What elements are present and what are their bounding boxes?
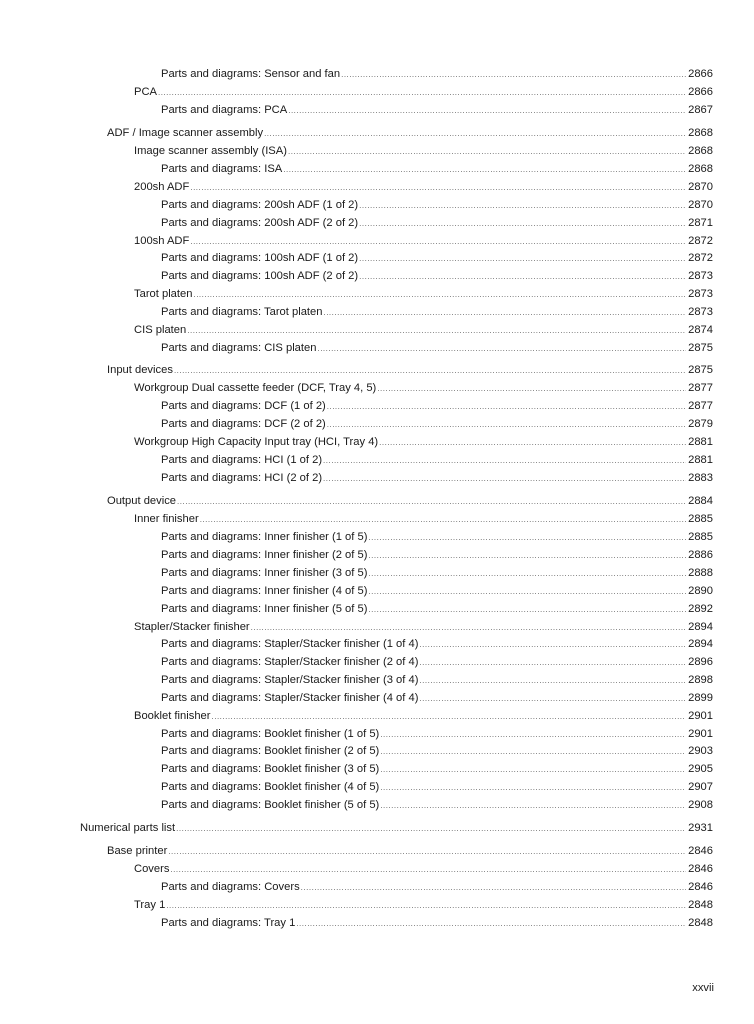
toc-entry[interactable] — [161, 340, 713, 356]
toc-entry[interactable] — [161, 161, 713, 177]
toc-entry-page: 2890 — [688, 585, 713, 597]
toc-entry-page: 2879 — [688, 418, 713, 430]
toc-entry-title: Parts and diagrams: Booklet finisher (4 of 5) — [161, 781, 380, 793]
toc-entry[interactable] — [161, 66, 713, 82]
toc-entry[interactable] — [134, 897, 713, 913]
toc-entry-title: Parts and diagrams: Stapler/Stacker finisher (3 of 4) — [161, 674, 419, 686]
toc-entry[interactable] — [161, 690, 713, 706]
toc-entry[interactable] — [161, 654, 713, 670]
toc-entry-page: 2892 — [688, 603, 713, 615]
toc-entry[interactable] — [134, 286, 713, 302]
toc-entry-title: Parts and diagrams: Stapler/Stacker finisher (2 of 4) — [161, 656, 419, 668]
toc-entry-page: 2896 — [688, 656, 713, 668]
toc-entry-title: Parts and diagrams: 200sh ADF (2 of 2) — [161, 217, 359, 229]
page-number: xxvii — [692, 982, 714, 994]
toc-entry[interactable] — [161, 726, 713, 742]
toc-dot-leader — [158, 85, 686, 101]
toc-entry-page: 2888 — [688, 567, 713, 579]
toc-dot-leader — [166, 898, 686, 914]
toc-entry-title: Parts and diagrams: Inner finisher (3 of 5) — [161, 567, 368, 579]
toc-entry-title: Tray 1 — [134, 899, 166, 911]
toc-entry-title: Parts and diagrams: 100sh ADF (1 of 2) — [161, 252, 359, 264]
toc-dot-leader — [419, 655, 686, 671]
toc-entry-page: 2868 — [688, 163, 713, 175]
toc-dot-leader — [368, 566, 686, 582]
toc-dot-leader — [190, 234, 686, 250]
toc-entry-title: Covers — [134, 863, 170, 875]
toc-entry-page: 2894 — [688, 638, 713, 650]
toc-entry-page: 2901 — [688, 710, 713, 722]
toc-entry-title: 100sh ADF — [134, 235, 190, 247]
toc-dot-leader — [380, 780, 686, 796]
toc-entry-page: 2901 — [688, 728, 713, 740]
toc-entry-page: 2875 — [688, 364, 713, 376]
toc-entry[interactable] — [161, 304, 713, 320]
toc-entry-page: 2884 — [688, 495, 713, 507]
toc-entry-title: Output device — [107, 495, 177, 507]
toc-entry[interactable] — [134, 84, 713, 100]
toc-entry[interactable] — [80, 820, 713, 836]
toc-entry[interactable] — [161, 470, 713, 486]
toc-entry[interactable] — [161, 583, 713, 599]
toc-entry[interactable] — [161, 761, 713, 777]
toc-dot-leader — [323, 453, 686, 469]
toc-dot-leader — [193, 287, 686, 303]
toc-entry-page: 2866 — [688, 86, 713, 98]
toc-entry-title: Parts and diagrams: Inner finisher (4 of 5) — [161, 585, 368, 597]
toc-entry-page: 2931 — [688, 822, 713, 834]
toc-entry[interactable] — [161, 601, 713, 617]
toc-entry-page: 2898 — [688, 674, 713, 686]
toc-entry-page: 2866 — [688, 68, 713, 80]
toc-entry[interactable] — [161, 197, 713, 213]
toc-entry[interactable] — [161, 636, 713, 652]
toc-dot-leader — [327, 417, 686, 433]
toc-entry-title: 200sh ADF — [134, 181, 190, 193]
toc-entry-title: Parts and diagrams: Sensor and fan — [161, 68, 341, 80]
toc-entry-title: Workgroup High Capacity Input tray (HCI, Tray 4) — [134, 436, 379, 448]
toc-entry-page: 2908 — [688, 799, 713, 811]
toc-entry-page: 2874 — [688, 324, 713, 336]
toc-entry-page: 2873 — [688, 306, 713, 318]
toc-entry[interactable] — [161, 215, 713, 231]
toc-entry-title: Parts and diagrams: Booklet finisher (3 of 5) — [161, 763, 380, 775]
toc-entry-title: Numerical parts list — [80, 822, 176, 834]
toc-entry[interactable] — [161, 250, 713, 266]
toc-entry-title: Parts and diagrams: Tarot platen — [161, 306, 323, 318]
toc-dot-leader — [368, 530, 686, 546]
toc-dot-leader — [288, 103, 686, 119]
toc-entry[interactable] — [107, 493, 713, 509]
toc-entry-title: Stapler/Stacker finisher — [134, 621, 250, 633]
toc-entry-page: 2875 — [688, 342, 713, 354]
toc-dot-leader — [379, 435, 686, 451]
toc-entry-page: 2894 — [688, 621, 713, 633]
toc-entry[interactable] — [161, 452, 713, 468]
toc-entry-title: Parts and diagrams: 200sh ADF (1 of 2) — [161, 199, 359, 211]
toc-entry-page: 2873 — [688, 288, 713, 300]
toc-entry[interactable] — [161, 797, 713, 813]
toc-entry-page: 2870 — [688, 181, 713, 193]
toc-entry[interactable] — [107, 125, 713, 141]
toc-entry-page: 2846 — [688, 881, 713, 893]
toc-dot-leader — [419, 673, 686, 689]
toc-dot-leader — [283, 162, 686, 178]
toc-entry-page: 2872 — [688, 252, 713, 264]
toc-entry-title: Parts and diagrams: Booklet finisher (5 of 5) — [161, 799, 380, 811]
toc-entry-title: Parts and diagrams: ISA — [161, 163, 283, 175]
toc-entry-title: Parts and diagrams: PCA — [161, 104, 288, 116]
toc-dot-leader — [190, 180, 686, 196]
toc-entry-title: Parts and diagrams: Stapler/Stacker finisher (1 of 4) — [161, 638, 419, 650]
toc-dot-leader — [212, 709, 687, 725]
toc-dot-leader — [419, 691, 686, 707]
toc-entry-title: Base printer — [107, 845, 168, 857]
toc-entry-title: Parts and diagrams: 100sh ADF (2 of 2) — [161, 270, 359, 282]
toc-entry-page: 2881 — [688, 436, 713, 448]
toc-entry-title: Inner finisher — [134, 513, 199, 525]
toc-entry[interactable] — [134, 322, 713, 338]
toc-dot-leader — [359, 216, 686, 232]
toc-dot-leader — [380, 744, 686, 760]
toc-dot-leader — [380, 798, 686, 814]
toc-entry-page: 2871 — [688, 217, 713, 229]
toc-dot-leader — [187, 323, 686, 339]
toc-entry-page: 2877 — [688, 400, 713, 412]
toc-entry[interactable] — [107, 362, 713, 378]
toc-dot-leader — [341, 67, 686, 83]
toc-entry[interactable] — [134, 179, 713, 195]
toc-entry[interactable] — [134, 708, 713, 724]
toc-entry-page: 2868 — [688, 145, 713, 157]
toc-entry-page: 2846 — [688, 863, 713, 875]
toc-entry-title: Booklet finisher — [134, 710, 211, 722]
toc-entry-page: 2873 — [688, 270, 713, 282]
toc-entry-title: Parts and diagrams: Inner finisher (5 of 5) — [161, 603, 368, 615]
toc-entry-page: 2867 — [688, 104, 713, 116]
toc-dot-leader — [359, 251, 686, 267]
toc-entry-page: 2846 — [688, 845, 713, 857]
toc-dot-leader — [317, 341, 686, 357]
toc-entry[interactable] — [134, 233, 713, 249]
toc-dot-leader — [176, 821, 686, 837]
toc-dot-leader — [327, 399, 686, 415]
toc-dot-leader — [170, 862, 686, 878]
toc-dot-leader — [368, 548, 686, 564]
toc-entry[interactable] — [161, 102, 713, 118]
toc-entry-title: Parts and diagrams: HCI (1 of 2) — [161, 454, 323, 466]
toc-entry[interactable] — [107, 843, 713, 859]
toc-entry[interactable] — [161, 672, 713, 688]
toc-dot-leader — [251, 620, 686, 636]
toc-dot-leader — [368, 584, 686, 600]
toc-entry[interactable] — [161, 268, 713, 284]
toc-entry-title: Image scanner assembly (ISA) — [134, 145, 287, 157]
toc-dot-leader — [264, 126, 686, 142]
toc-entry-title: Parts and diagrams: Inner finisher (1 of 5) — [161, 531, 368, 543]
toc-entry-page: 2886 — [688, 549, 713, 561]
toc-entry[interactable] — [161, 398, 713, 414]
toc-dot-leader — [419, 637, 686, 653]
toc-dot-leader — [380, 727, 686, 743]
toc-entry[interactable] — [134, 511, 713, 527]
toc-entry-page: 2872 — [688, 235, 713, 247]
toc-entry[interactable] — [161, 547, 713, 563]
toc-entry-title: Parts and diagrams: Inner finisher (2 of 5) — [161, 549, 368, 561]
toc-entry-page: 2883 — [688, 472, 713, 484]
toc-dot-leader — [359, 269, 686, 285]
toc-dot-leader — [200, 512, 686, 528]
toc-entry-page: 2885 — [688, 513, 713, 525]
toc-entry-page: 2870 — [688, 199, 713, 211]
toc-entry-page: 2903 — [688, 745, 713, 757]
toc-entry-page: 2848 — [688, 899, 713, 911]
toc-entry-page: 2885 — [688, 531, 713, 543]
toc-dot-leader — [288, 144, 686, 160]
toc-entry-title: Parts and diagrams: Covers — [161, 881, 300, 893]
toc-dot-leader — [368, 602, 686, 618]
toc-entry-page: 2877 — [688, 382, 713, 394]
toc-entry[interactable] — [134, 143, 713, 159]
toc-entry[interactable] — [161, 416, 713, 432]
toc-entry-page: 2907 — [688, 781, 713, 793]
toc-entry-title: Parts and diagrams: DCF (2 of 2) — [161, 418, 326, 430]
toc-entry-title: PCA — [134, 86, 158, 98]
toc-entry[interactable] — [134, 434, 713, 450]
toc-entry-title: Parts and diagrams: Stapler/Stacker finisher (4 of 4) — [161, 692, 419, 704]
toc-entry-page: 2868 — [688, 127, 713, 139]
toc-dot-leader — [301, 880, 686, 896]
toc-entry-title: Parts and diagrams: DCF (1 of 2) — [161, 400, 326, 412]
toc-entry[interactable] — [161, 915, 713, 931]
toc-dot-leader — [323, 471, 686, 487]
toc-entry-page: 2881 — [688, 454, 713, 466]
toc-dot-leader — [177, 494, 686, 510]
toc-entry-title: Workgroup Dual cassette feeder (DCF, Tray 4, 5) — [134, 382, 377, 394]
toc-entry-page: 2899 — [688, 692, 713, 704]
toc-entry[interactable] — [134, 619, 713, 635]
toc-dot-leader — [296, 916, 686, 932]
toc-entry-title: Parts and diagrams: CIS platen — [161, 342, 317, 354]
toc-entry[interactable] — [134, 380, 713, 396]
toc-entry-title: Parts and diagrams: Tray 1 — [161, 917, 296, 929]
toc-dot-leader — [174, 363, 686, 379]
toc-entry[interactable] — [161, 529, 713, 545]
toc-dot-leader — [359, 198, 686, 214]
toc-entry-title: Parts and diagrams: Booklet finisher (2 of 5) — [161, 745, 380, 757]
toc-entry-page: 2905 — [688, 763, 713, 775]
toc-entry-title: ADF / Image scanner assembly — [107, 127, 264, 139]
toc-entry-title: Tarot platen — [134, 288, 193, 300]
toc-entry-page: 2848 — [688, 917, 713, 929]
toc-dot-leader — [323, 305, 686, 321]
toc-dot-leader — [377, 381, 686, 397]
toc-entry-title: CIS platen — [134, 324, 187, 336]
toc-entry[interactable] — [161, 779, 713, 795]
toc-entry[interactable] — [161, 565, 713, 581]
toc-entry-title: Input devices — [107, 364, 173, 376]
toc-entry-title: Parts and diagrams: HCI (2 of 2) — [161, 472, 323, 484]
toc-entry[interactable] — [161, 743, 713, 759]
toc-entry[interactable] — [134, 861, 713, 877]
toc-dot-leader — [168, 844, 686, 860]
toc-entry-title: Parts and diagrams: Booklet finisher (1 of 5) — [161, 728, 380, 740]
toc-entry[interactable] — [161, 879, 713, 895]
toc-dot-leader — [380, 762, 686, 778]
